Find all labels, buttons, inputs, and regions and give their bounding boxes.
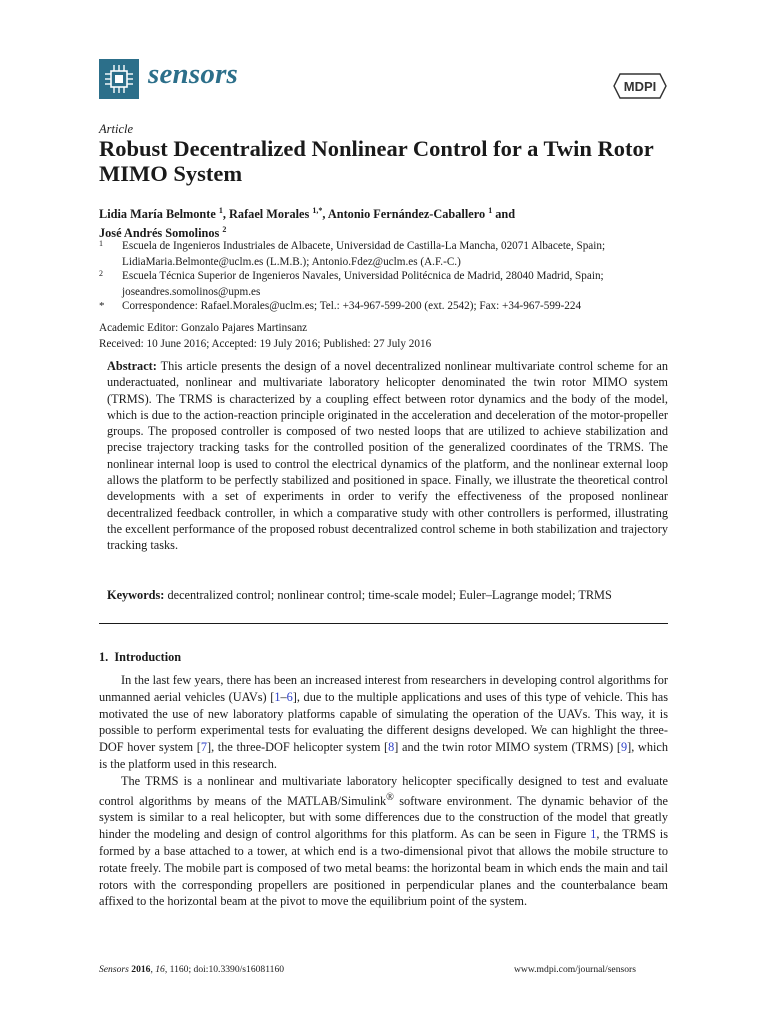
abstract-text: This article presents the design of a novel decentralized nonlinear multivariate control scheme for an underactuated, nonlinear and multivariate laboratory helicopter denominated the twin rotor MIMO system (TRMS). The TRMS is characterized by a coupling effect between rotor dynamics and the body of the model, which is due to the action-reaction principle originated in the acceleration and deceleration of the motor-propeller groups. The proposed controller is composed of two nested loops that are utilized to achieve stabilization and precise trajectory tracking tasks for the controlled position of the generalized coordinates of the TRMS. The nonlinear internal loop is used to control the electrical dynamics of the platform, and the nonlinear external loop allows the platform to be perfectly stabilized and positioned in space. Finally, we illustrate the theoretical control developments with a set of experiments in order to verify the effectiveness of the proposed nonlinear decentralized feedback controller, in which a comparative study with other controllers is performed, illustrating the excellent performance of the proposed robust decentralized control scheme in both stabilization and trajectory tracking tasks. xyxy=(107,359,668,553)
citation-range-dash: – xyxy=(280,689,287,704)
publication-dates xyxy=(99,320,431,352)
history-dates: Received: 10 June 2016; Accepted: 19 July 2016; Published: 27 July 2016 xyxy=(99,338,432,350)
article-type: Article xyxy=(99,122,134,136)
citation-link[interactable]: 7 xyxy=(200,740,207,755)
author-affiliation-mark: 1 xyxy=(218,206,223,215)
author-name: Antonio Fernández-Caballero xyxy=(327,207,486,222)
paragraph-text: ], due to the multiple applications and uses of this type of vehicle. This has motivated the use of new laboratory platforms capable of simulating the operation of the UAVs. This way, it is possible to perform experimental tests for evaluating the different designs developed. We can highlight the three-DOF hover system [ xyxy=(99,689,668,755)
affiliation-number: 1 xyxy=(99,239,103,248)
citation-link[interactable]: 6 xyxy=(286,689,293,704)
footer-year: 2016 xyxy=(131,964,151,975)
paragraph-text: ] and the twin rotor MIMO system (TRMS) [ xyxy=(394,740,621,755)
author-affiliation-mark: 2 xyxy=(222,225,227,235)
journal-url[interactable]: www.mdpi.com/journal/sensors xyxy=(514,964,636,975)
journal-name: sensors xyxy=(148,58,239,90)
keywords-text: decentralized control; nonlinear control; time-scale model; Euler–Lagrange model; TRMS xyxy=(167,588,612,602)
section-title: Introduction xyxy=(114,650,182,664)
author-list xyxy=(99,203,689,241)
section-number: 1. xyxy=(99,650,109,664)
citation-link[interactable]: 8 xyxy=(388,740,395,755)
footer-journal: Sensors xyxy=(99,964,129,975)
paragraph-text: In the last few years, there has been an increased interest from researchers in developing control algorithms for unmanned aerial vehicles (UAVs) [ xyxy=(99,673,668,704)
correspondence-text: Correspondence: Rafael.Morales@uclm.es; Tel.: +34-967-599-200 (ext. 2542); Fax: +34-967-599-224 xyxy=(122,300,582,312)
mdpi-logo xyxy=(613,70,667,102)
academic-editor: Academic Editor: Gonzalo Pajares Martinsanz xyxy=(99,322,308,334)
author-affiliation-mark: 1 xyxy=(488,206,493,215)
author-separator: , xyxy=(222,207,230,222)
keywords xyxy=(107,587,668,603)
author-separator: , xyxy=(322,207,328,222)
affiliation-text: Escuela de Ingenieros Industriales de Albacete, Universidad de Castilla-La Mancha, 02071 Albacete, Spain; LidiaMaria.Belmonte@uclm.es (L.M.B.); Antonio.Fdez@uclm.es (A.F.-C.) xyxy=(122,240,606,268)
paragraph-text: ], which is the platform used in this research. xyxy=(99,740,668,771)
citation-footer: Sensors 2016, 16, 1160; doi:10.3390/s16081160 xyxy=(99,964,285,975)
author-name: Lidia María Belmonte xyxy=(99,207,216,222)
author-affiliation-mark: 1,* xyxy=(312,206,323,215)
author-conjunction: and xyxy=(492,207,516,222)
footer-volume: 16 xyxy=(155,964,165,975)
paragraph-text: software environment. The dynamic behavior of the system is similar to a real helicopter, but with some differences due to the construction of the model that greatly hinder the modeling and design of control algorithms for this platform. As can be seen in Figure xyxy=(99,793,668,842)
paragraph xyxy=(99,672,668,773)
abstract xyxy=(107,358,668,554)
abstract-label: Abstract: xyxy=(107,359,157,373)
paragraph-text: The TRMS is a nonlinear and multivariate laboratory helicopter specifically designed to test and evaluate control algorithms by means of the MATLAB/Simulink xyxy=(99,773,668,808)
author-name: Rafael Morales xyxy=(229,207,310,222)
affiliation-text: Escuela Técnica Superior de Ingenieros Navales, Universidad Politécnica de Madrid, 28040 Madrid, Spain; joseandres.somolinos@upm.es xyxy=(122,270,604,298)
figure-link[interactable]: 1 xyxy=(590,827,597,842)
registered-mark: ® xyxy=(386,791,394,803)
footer-doi: , 1160; doi:10.3390/s16081160 xyxy=(164,964,285,975)
paper-title: Robust Decentralized Nonlinear Control for a Twin Rotor MIMO System xyxy=(99,136,654,186)
affiliation-number: 2 xyxy=(99,269,103,278)
paragraph-text: ], the three-DOF helicopter system [ xyxy=(206,740,389,755)
citation-link[interactable]: 9 xyxy=(620,740,628,755)
correspondence-mark: * xyxy=(99,300,105,312)
paragraph xyxy=(99,773,668,910)
section-divider xyxy=(99,623,668,624)
section-heading xyxy=(99,650,181,665)
author-name: José Andrés Somolinos xyxy=(99,226,220,241)
citation-link[interactable]: 1 xyxy=(274,689,281,704)
chip-icon xyxy=(99,59,139,99)
publisher-name: MDPI xyxy=(623,79,657,94)
journal-logo xyxy=(99,59,139,99)
keywords-label: Keywords: xyxy=(107,588,165,602)
paragraph-text: , the TRMS is formed by a base attached to a tower, at which end is a two-dimensional pivot that allows the mobile structure to rotate freely. The mobile part is composed of two metal beams: the horizontal beam in which ends the main and tail rotors with the corresponding propellers are positioned in perpendicular planes and the counterbalance beam affixed to the horizontal beam at the pivot to move the equilibrium point of the system. xyxy=(99,827,668,909)
body-text xyxy=(99,672,668,910)
